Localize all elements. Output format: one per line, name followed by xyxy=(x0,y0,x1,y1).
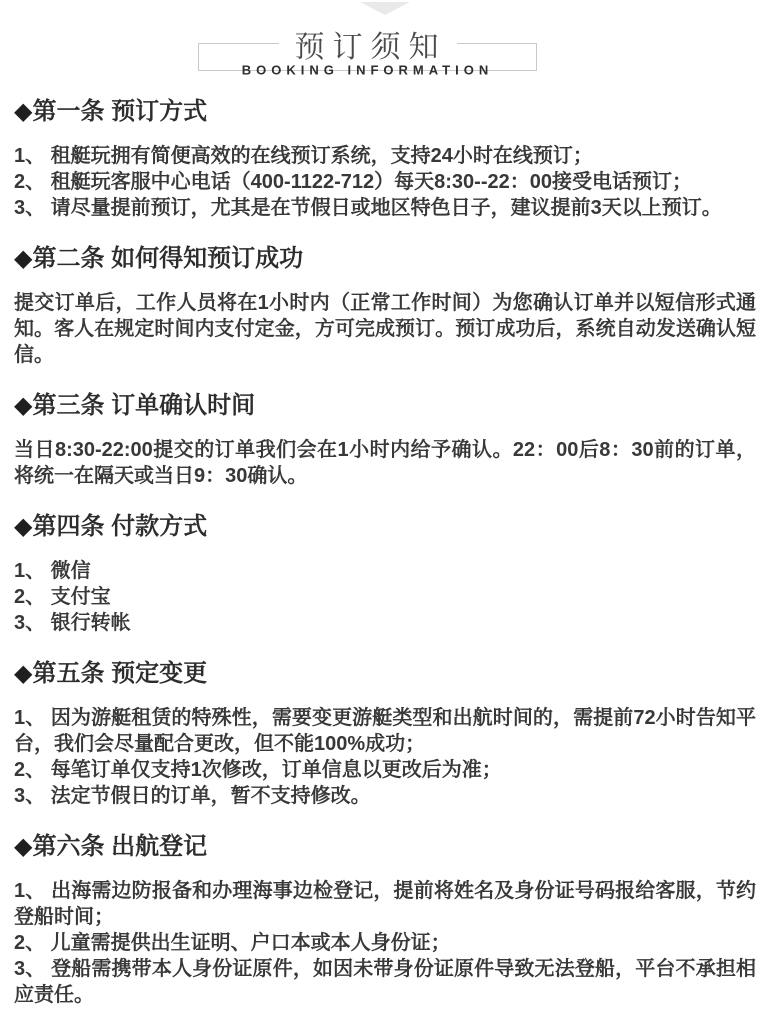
page-title: 预订须知 xyxy=(279,22,457,66)
list-item: 1、 出海需边防报备和办理海事边检登记，提前将姓名及身份证号码报给客服，节约登船时间； xyxy=(14,880,756,928)
list-item: 3、 法定节假日的订单，暂不支持修改。 xyxy=(14,785,371,807)
section-heading xyxy=(14,831,756,863)
section-heading-text: 第五条 预定变更 xyxy=(32,660,208,687)
paragraph: 当日8:30-22:00提交的订单我们会在1小时内给予确认。22：00后8：30前的订单，将统一在隔天或当日9：30确认。 xyxy=(14,439,756,487)
list-item: 2、 租艇玩客服中心电话（400-1122-712）每天8:30--22：00接受电话预订； xyxy=(14,171,692,193)
section-heading xyxy=(14,511,756,543)
list-item: 3、 请尽量提前预订，尤其是在节假日或地区特色日子，建议提前3天以上预订。 xyxy=(14,197,722,219)
list-item: 3、 银行转帐 xyxy=(14,612,131,634)
list-item: 1、 租艇玩拥有简便高效的在线预订系统，支持24小时在线预订； xyxy=(14,145,593,167)
diamond-icon: ◆ xyxy=(14,392,33,419)
paragraph: 提交订单后，工作人员将在1小时内（正常工作时间）为您确认订单并以短信形式通知。客人在规定时间内支付定金，方可完成预订。预订成功后，系统自动发送确认短信。 xyxy=(14,292,756,366)
section-body xyxy=(14,437,756,489)
list-item: 3、 登船需携带本人身份证原件，如因未带身份证原件导致无法登船，平台不承担相应责任。 xyxy=(14,958,756,1006)
section-heading-text: 第三条 订单确认时间 xyxy=(32,392,256,419)
section-heading xyxy=(14,243,756,275)
section-heading xyxy=(14,390,756,422)
section-heading xyxy=(14,96,756,128)
section-article-2 xyxy=(14,243,756,368)
section-body xyxy=(14,878,756,1008)
section-body xyxy=(14,143,756,221)
list-item: 1、 微信 xyxy=(14,560,91,582)
section-body xyxy=(14,558,756,636)
section-heading-text: 第二条 如何得知预订成功 xyxy=(32,245,304,272)
section-body xyxy=(14,705,756,809)
section-article-4 xyxy=(14,511,756,636)
list-item: 2、 支付宝 xyxy=(14,586,111,608)
diamond-icon: ◆ xyxy=(14,98,33,125)
section-article-3 xyxy=(14,390,756,489)
title-frame xyxy=(198,31,537,78)
diamond-icon: ◆ xyxy=(14,513,33,540)
diamond-icon: ◆ xyxy=(14,660,33,687)
section-body xyxy=(14,290,756,368)
section-article-5 xyxy=(14,658,756,809)
section-article-1 xyxy=(14,96,756,221)
list-item: 2、 儿童需提供出生证明、户口本或本人身份证； xyxy=(14,932,451,954)
diamond-icon: ◆ xyxy=(14,833,33,860)
page-subtitle: BOOKING INFORMATION xyxy=(241,62,494,78)
section-heading-text: 第一条 预订方式 xyxy=(32,98,208,125)
list-item: 1、 因为游艇租赁的特殊性，需要变更游艇类型和出航时间的，需提前72小时告知平台，我们会尽量配合更改，但不能100%成功； xyxy=(14,707,756,755)
section-article-6 xyxy=(14,831,756,1008)
list-item: 2、 每笔订单仅支持1次修改，订单信息以更改后为准； xyxy=(14,759,502,781)
down-arrow-icon xyxy=(360,2,410,15)
section-heading-text: 第六条 出航登记 xyxy=(32,833,208,860)
section-heading xyxy=(14,658,756,690)
section-heading-text: 第四条 付款方式 xyxy=(32,513,208,540)
diamond-icon: ◆ xyxy=(14,245,33,272)
page-header xyxy=(14,0,756,78)
